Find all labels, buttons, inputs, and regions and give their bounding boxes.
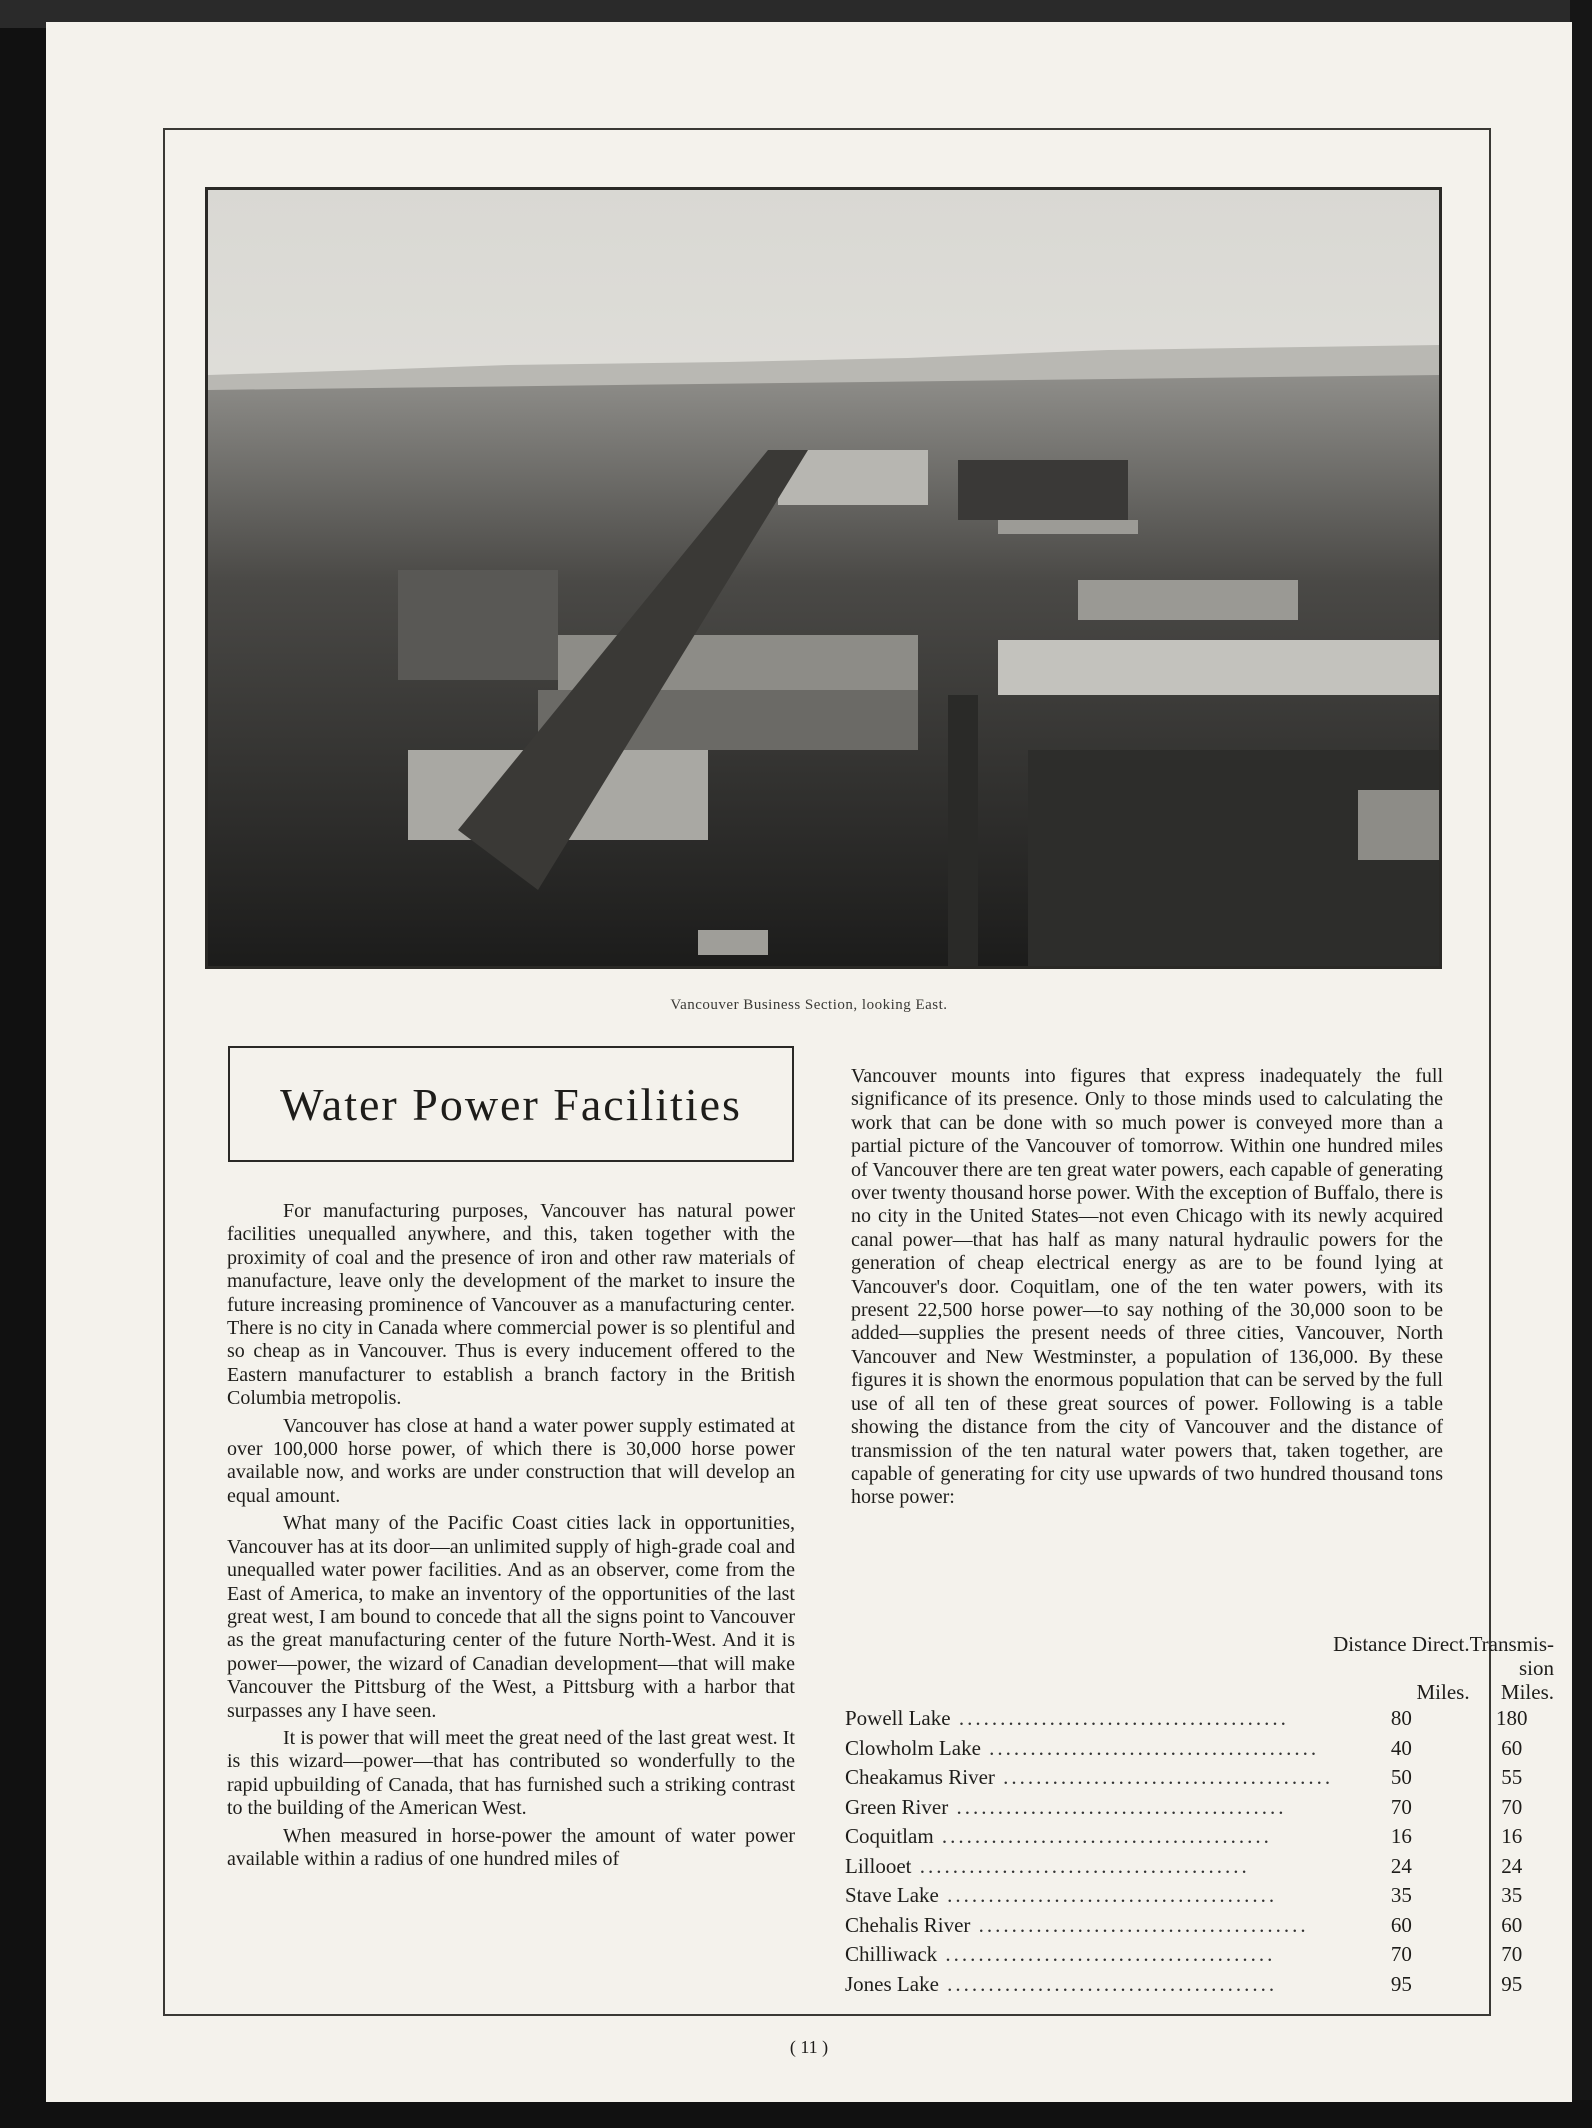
header-distance-label: Distance Direct.: [1333, 1632, 1470, 1656]
distance-direct-cell: 70: [1390, 1794, 1412, 1819]
city-photograph: [205, 187, 1442, 969]
transmission-cell: 95: [1501, 1971, 1523, 1996]
page-title: Water Power Facilities: [280, 1078, 742, 1130]
water-power-name: Green River: [845, 1794, 949, 1819]
transmission-cell: 60: [1501, 1912, 1523, 1937]
page-number: ( 11 ): [789, 2037, 829, 2057]
distance-direct-cell: 50: [1390, 1765, 1412, 1790]
table-row: [845, 1911, 1554, 1941]
distance-direct-cell: 70: [1390, 1942, 1412, 1967]
row-name-cell: [845, 1940, 1333, 1970]
paragraph: When measured in horse-power the amount of water power available within a radius of one hundred miles of: [227, 1824, 795, 1870]
header-transmission: [1470, 1632, 1554, 1656]
leader-dots: ........................................: [938, 1883, 1278, 1908]
table-row: [845, 1822, 1554, 1852]
right-column: [851, 1065, 1443, 1514]
water-power-name: Chilliwack: [845, 1942, 938, 1967]
water-power-name: Chehalis River: [845, 1912, 971, 1937]
water-power-name: Stave Lake: [845, 1883, 939, 1908]
water-power-name: Jones Lake: [845, 1971, 939, 1996]
water-power-name: Coquitlam: [845, 1824, 934, 1849]
paragraph: What many of the Pacific Coast cities lack in opportunities, Vancouver has at its door—an unlimited supply of high-grade coal and unequalled water power facilities. And as an observer, come from the East of America, to make an inventory of the opportunities of the last great west, I am bound to concede that all the signs point to Vancouver as the great manufacturing center of the future North-West. And it is power—power, the wizard of Canadian development—that will make Vancouver the Pittsburg of the West, a Pittsburg with a harbor that surpasses any I have seen.: [227, 1512, 795, 1722]
scan-left-edge: [0, 0, 46, 2128]
leader-dots: ........................................: [933, 1824, 1272, 1849]
distance-direct-cell: 16: [1390, 1824, 1412, 1849]
row-name-cell: [845, 1763, 1333, 1793]
table-row: [845, 1763, 1554, 1793]
transmission-cell: 16: [1501, 1824, 1523, 1849]
header-transmission-label: Transmis-: [1469, 1632, 1555, 1656]
distance-direct-cell: 95: [1390, 1971, 1412, 1996]
header-distance: [1333, 1632, 1469, 1656]
paragraph: It is power that will meet the great need of the last great west. It is this wizard—power—that has contributed so wonderfully to the rapid upbuilding of Canada, that has furnished such a striking contrast to the building of the American West.: [227, 1726, 795, 1820]
distance-direct-cell: 24: [1390, 1853, 1412, 1878]
leader-dots: ........................................: [994, 1765, 1334, 1790]
distance-direct-cell: 80: [1390, 1706, 1412, 1731]
table-row: [845, 1881, 1554, 1911]
distance-direct-cell: 60: [1390, 1912, 1412, 1937]
table-row: [845, 1704, 1554, 1734]
transmission-cell: 35: [1501, 1883, 1523, 1908]
leader-dots: ........................................: [937, 1942, 1276, 1967]
water-power-table: [845, 1632, 1554, 1999]
leader-dots: ........................................: [950, 1706, 1289, 1731]
transmission-cell: 60: [1501, 1735, 1523, 1760]
transmission-cell: 70: [1501, 1942, 1523, 1967]
page: [46, 22, 1572, 2102]
scan-right-edge: [1570, 0, 1592, 2128]
row-name-cell: [845, 1734, 1333, 1764]
leader-dots: ........................................: [948, 1794, 1287, 1819]
water-power-name: Lillooet: [845, 1853, 912, 1878]
row-name-cell: [845, 1970, 1333, 2000]
water-power-name: Clowholm Lake: [845, 1735, 981, 1760]
table-row: [845, 1852, 1554, 1882]
row-name-cell: [845, 1822, 1333, 1852]
header-transmission-unit: sion Miles.: [1500, 1656, 1555, 1704]
row-name-cell: [845, 1881, 1333, 1911]
leader-dots: ........................................: [938, 1971, 1278, 1996]
table-row: [845, 1970, 1554, 2000]
water-power-name: Powell Lake: [845, 1706, 951, 1731]
distance-direct-cell: 35: [1390, 1883, 1412, 1908]
paragraph: Vancouver mounts into figures that express inadequately the full significance of its presence. Only to those minds used to calculating the work that can be done with so much power is conveyed more than a partial picture of the Vancouver of tomorrow. Within one hundred miles of Vancouver there are ten great water powers, each capable of generating over twenty thousand horse power. With the exception of Buffalo, there is no city in the United States—not even Chicago with its newly acquired canal power—that has half as many natural hydraulic powers for the generation of cheap electrical energy as are to be found lying at Vancouver's door. Coquitlam, one of the ten water powers, with its present 22,500 horse power—to say nothing of the 30,000 soon to be added—supplies the present needs of three cities, Vancouver, North Vancouver and New Westminster, a population of 136,000. By these figures it is shown the enormous population that can be served by the full use of all ten of these great sources of power. Following is a table showing the distance from the city of Vancouver and the distance of transmission of the ten natural water powers that, taken together, are capable of generating for city use upwards of two hundred thousand tons horse power:: [851, 1065, 1443, 1509]
table-row: [845, 1734, 1554, 1764]
table-header-blank: [845, 1632, 1333, 1656]
row-name-cell: [845, 1852, 1333, 1882]
paragraph: Vancouver has close at hand a water power supply estimated at over 100,000 horse power, of which there is 30,000 horse power available now, and works are under construction that will develop an equal amount.: [227, 1414, 795, 1507]
transmission-cell: 55: [1501, 1765, 1523, 1790]
title-box: [228, 1046, 794, 1162]
transmission-cell: 70: [1501, 1794, 1523, 1819]
row-name-cell: [845, 1793, 1333, 1823]
leader-dots: ........................................: [980, 1735, 1320, 1760]
photo-caption: Vancouver Business Section, looking East.: [670, 997, 948, 1013]
row-name-cell: [845, 1911, 1333, 1941]
leader-dots: ........................................: [911, 1853, 1250, 1878]
table-body: [845, 1704, 1554, 1999]
left-column: [227, 1200, 795, 1875]
distance-direct-cell: 40: [1390, 1735, 1412, 1760]
row-name-cell: [845, 1704, 1333, 1734]
table-row: [845, 1940, 1554, 1970]
transmission-cell: 180: [1496, 1706, 1528, 1731]
leader-dots: ........................................: [970, 1912, 1309, 1937]
header-distance-unit: Miles.: [1416, 1680, 1470, 1704]
paragraph: For manufacturing purposes, Vancouver has natural power facilities unequalled anywhere, and this, taken together with the proximity of coal and the presence of iron and other raw materials of manufacture, leave only the development of the market to insure the future increasing prominence of Vancouver as a manufacturing center. There is no city in Canada where commercial power is so plentiful and so cheap as in Vancouver. Thus is every inducement offered to the Eastern manufacturer to establish a branch factory in the British Columbia metropolis.: [227, 1200, 795, 1410]
scan-bottom-edge: [0, 2100, 1592, 2128]
water-power-name: Cheakamus River: [845, 1765, 995, 1790]
transmission-cell: 24: [1501, 1853, 1523, 1878]
table-header-blank: [845, 1656, 1333, 1704]
table-row: [845, 1793, 1554, 1823]
